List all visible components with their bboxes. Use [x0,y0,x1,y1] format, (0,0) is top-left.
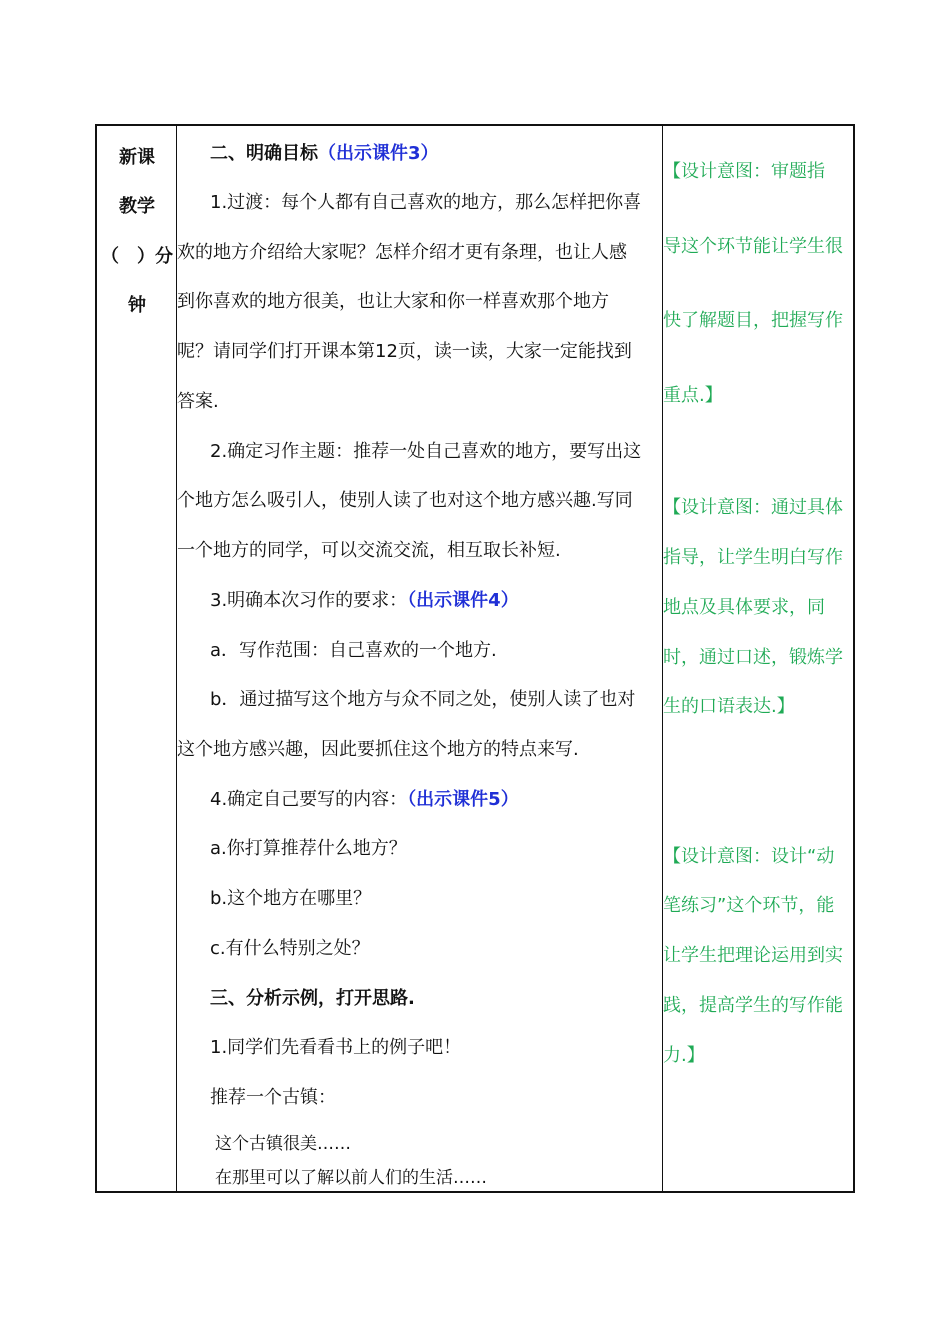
design-note-line: 时，通过口述，锻炼学 [663,647,843,668]
design-note-line: 【设计意图：审题指 [663,161,825,182]
paragraph-line: 欢的地方介绍给大家呢？怎样介绍才更有条理，也让人感 [177,242,627,263]
design-note-line: 践，提高学生的写作能 [663,995,843,1016]
section-heading-2 [210,143,439,165]
example-line: 在那里可以了解以前人们的生活…… [215,1168,487,1188]
design-note-line: 重点.】 [663,385,723,406]
design-note-line: 导这个环节能让学生很 [663,236,843,257]
example-line: 这个古镇很美…… [215,1134,351,1154]
paragraph-line: 到你喜欢的地方很美，也让大家和你一样喜欢那个地方 [177,291,609,312]
question-line: a.你打算推荐什么地方？ [210,838,407,859]
design-note-line: 地点及具体要求，同 [663,597,825,618]
paragraph-line: 1.同学们先看看书上的例子吧！ [210,1037,462,1058]
design-note-line: 快了解题目，把握写作 [663,310,843,331]
design-note-line: 笔练习”这个环节，能 [663,895,835,916]
lesson-table [95,124,855,1193]
content-text: 4.确定自己要写的内容： [210,789,408,810]
paragraph-line: 推荐一个古镇： [210,1087,336,1108]
paragraph-line: 个地方怎么吸引人，使别人读了也对这个地方感兴趣.写同 [177,490,633,511]
design-note-line: 【设计意图：设计“动 [663,846,835,867]
design-note-line: 力.】 [663,1045,705,1066]
requirement-line [210,590,519,612]
design-note-line: 生的口语表达.】 [663,696,795,717]
paragraph-line: b．通过描写这个地方与众不同之处，使别人读了也对 [210,689,636,710]
paragraph-line: 1.过渡：每个人都有自己喜欢的地方，那么怎样把你喜 [210,192,642,213]
design-note-line: 【设计意图：通过具体 [663,497,843,518]
section-heading-3: 三、分析示例，打开思路. [210,988,415,1009]
stage-label-line: 教学 [119,196,155,217]
content-line [210,789,519,811]
stage-label-line: 新课 [119,147,155,168]
paragraph-line: 呢？请同学们打开课本第12页，读一读，大家一定能找到 [177,341,632,362]
stage-label-line: （ ）分 [101,246,173,267]
courseware-note: （出示课件3） [318,143,439,164]
column-divider [176,126,177,1191]
paragraph-line: 一个地方的同学，可以交流交流，相互取长补短. [177,540,561,561]
design-note-line: 让学生把理论运用到实 [663,945,843,966]
courseware-note: （出示课件5） [407,789,519,810]
design-note-line: 指导，让学生明白写作 [663,547,843,568]
courseware-note: （出示课件4） [407,590,519,611]
question-line: b.这个地方在哪里？ [210,888,372,909]
stage-label-line: 钟 [128,295,146,316]
question-line: c.有什么特别之处？ [210,938,370,959]
section-title: 二、明确目标 [210,143,318,164]
paragraph-line: 答案. [177,391,219,412]
paragraph-line: 这个地方感兴趣，因此要抓住这个地方的特点来写. [177,739,579,760]
requirement-text: 3.明确本次习作的要求： [210,590,408,611]
paragraph-line: 2.确定习作主题：推荐一处自己喜欢的地方，要写出这 [210,441,642,462]
paragraph-line: a．写作范围：自己喜欢的一个地方. [210,640,497,661]
